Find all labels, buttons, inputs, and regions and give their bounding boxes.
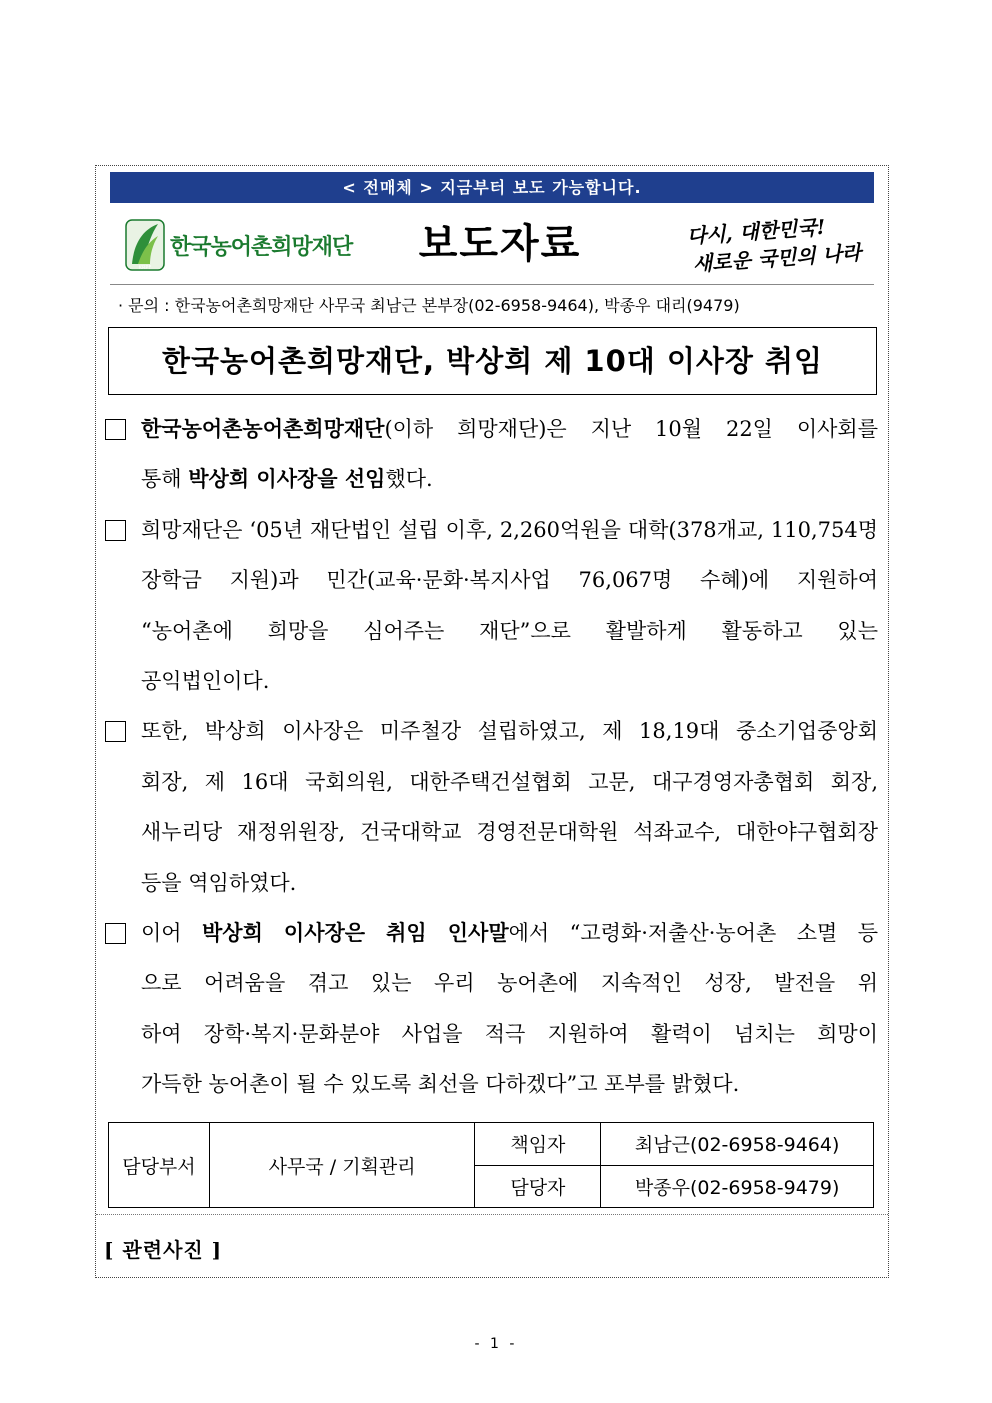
text-segment: 희망재단은 ‘05년 재단법인 설립 이후, 2,260억원을 대학(378개교, 110,754명	[141, 517, 878, 542]
paragraph-line	[141, 606, 878, 656]
paragraph-line	[141, 454, 878, 504]
role-cell: 책임자	[475, 1123, 601, 1166]
svg-text:KRPF: KRPF	[138, 265, 152, 271]
text-segment: 등을 역임하였다.	[141, 870, 297, 895]
paragraph-line	[141, 858, 878, 908]
text-segment: 새누리당 재정위원장, 건국대학교 경영전문대학원 석좌교수, 대한야구협회장	[141, 820, 878, 845]
paragraph	[105, 505, 878, 707]
person-cell: 최남근(02-6958-9464)	[601, 1123, 874, 1166]
text-segment: 으로 어려움을 겪고 있는 우리 농어촌에 지속적인 성장, 발전을 위	[141, 971, 878, 996]
embargo-banner: < 전매체 > 지금부터 보도 가능합니다.	[110, 172, 874, 203]
text-segment: (이하 희망재단)은 지난 10월 22일 이사회를	[384, 417, 878, 441]
text-segment: 공익법인이다.	[141, 669, 270, 694]
paragraph	[105, 404, 878, 505]
paragraph-line	[141, 505, 878, 555]
paragraph	[105, 908, 878, 1110]
text-segment: “농어촌에 희망을 심어주는 재단”으로 활발하게 활동하고 있는	[141, 618, 878, 643]
press-body	[105, 404, 878, 1110]
paragraph	[105, 706, 878, 908]
page-number: - 1 -	[474, 1336, 518, 1352]
text-segment: 에서 “고령화·저출산·농어촌 소멸 등	[508, 921, 878, 946]
foundation-logo	[124, 218, 353, 272]
paragraph-line	[141, 404, 878, 454]
section-divider	[96, 1214, 888, 1215]
department-table	[108, 1122, 874, 1208]
related-photos-heading: [ 관련사진 ]	[104, 1238, 223, 1262]
paragraph-line	[141, 656, 878, 706]
logo-text: 한국농어촌희망재단	[170, 234, 353, 260]
person-cell: 박종우(02-6958-9479)	[601, 1165, 874, 1208]
text-segment: 장학금 지원)과 민간(교육·문화·복지사업 76,067명 수혜)에 지원하여	[141, 568, 878, 593]
bold-text: 박상희 이사장을 선임	[188, 466, 386, 492]
checkbox-bullet-icon	[105, 520, 126, 541]
slogan-line-2: 새로운 국민의 나라	[692, 240, 862, 276]
bold-text: 한국농어촌농어촌희망재단	[141, 416, 385, 441]
paragraph-line	[141, 757, 878, 807]
paragraph-line	[141, 555, 878, 605]
bold-text: 박상희 이사장은 취임 인사말	[202, 920, 509, 946]
text-segment: 했다.	[385, 467, 433, 492]
paragraph-line	[141, 1059, 878, 1109]
slogan-line-1: 다시, 대한민국!	[686, 214, 827, 249]
text-segment: 가득한 농어촌이 될 수 있도록 최선을 다하겠다”고 포부를 밝혔다.	[141, 1072, 740, 1097]
text-segment: 또한, 박상희 이사장은 미주철강 설립하였고, 제 18,19대 중소기업중앙회	[141, 719, 878, 744]
paragraph-line	[141, 706, 878, 756]
dept-label: 담당부서	[109, 1123, 210, 1208]
text-segment: 하여 장학·복지·문화분야 사업을 적극 지원하여 활력이 넘치는 희망이	[141, 1021, 878, 1046]
paragraph-line	[141, 908, 878, 958]
paragraph-line	[141, 1009, 878, 1059]
checkbox-bullet-icon	[105, 721, 126, 742]
contact-info: · 문의 : 한국농어촌희망재단 사무국 최남근 본부장(02-6958-9464), 박종우 대리(9479)	[118, 296, 740, 315]
government-slogan	[686, 210, 870, 286]
headline: 한국농어촌희망재단, 박상희 제 10대 이사장 취임	[108, 327, 877, 395]
text-segment: 통해	[141, 467, 189, 492]
role-cell: 담당자	[475, 1165, 601, 1208]
text-segment: 회장, 제 16대 국회의원, 대한주택건설협회 고문, 대구경영자총협회 회장,	[141, 769, 878, 794]
paragraph-line	[141, 958, 878, 1008]
leaf-logo-icon	[124, 218, 166, 272]
header-divider	[110, 284, 874, 285]
paragraph-line	[141, 807, 878, 857]
dept-value: 사무국 / 기획관리	[209, 1123, 475, 1208]
document-title: 보도자료	[418, 221, 582, 267]
checkbox-bullet-icon	[105, 419, 126, 440]
text-segment: 이어	[141, 921, 202, 946]
checkbox-bullet-icon	[105, 923, 126, 944]
